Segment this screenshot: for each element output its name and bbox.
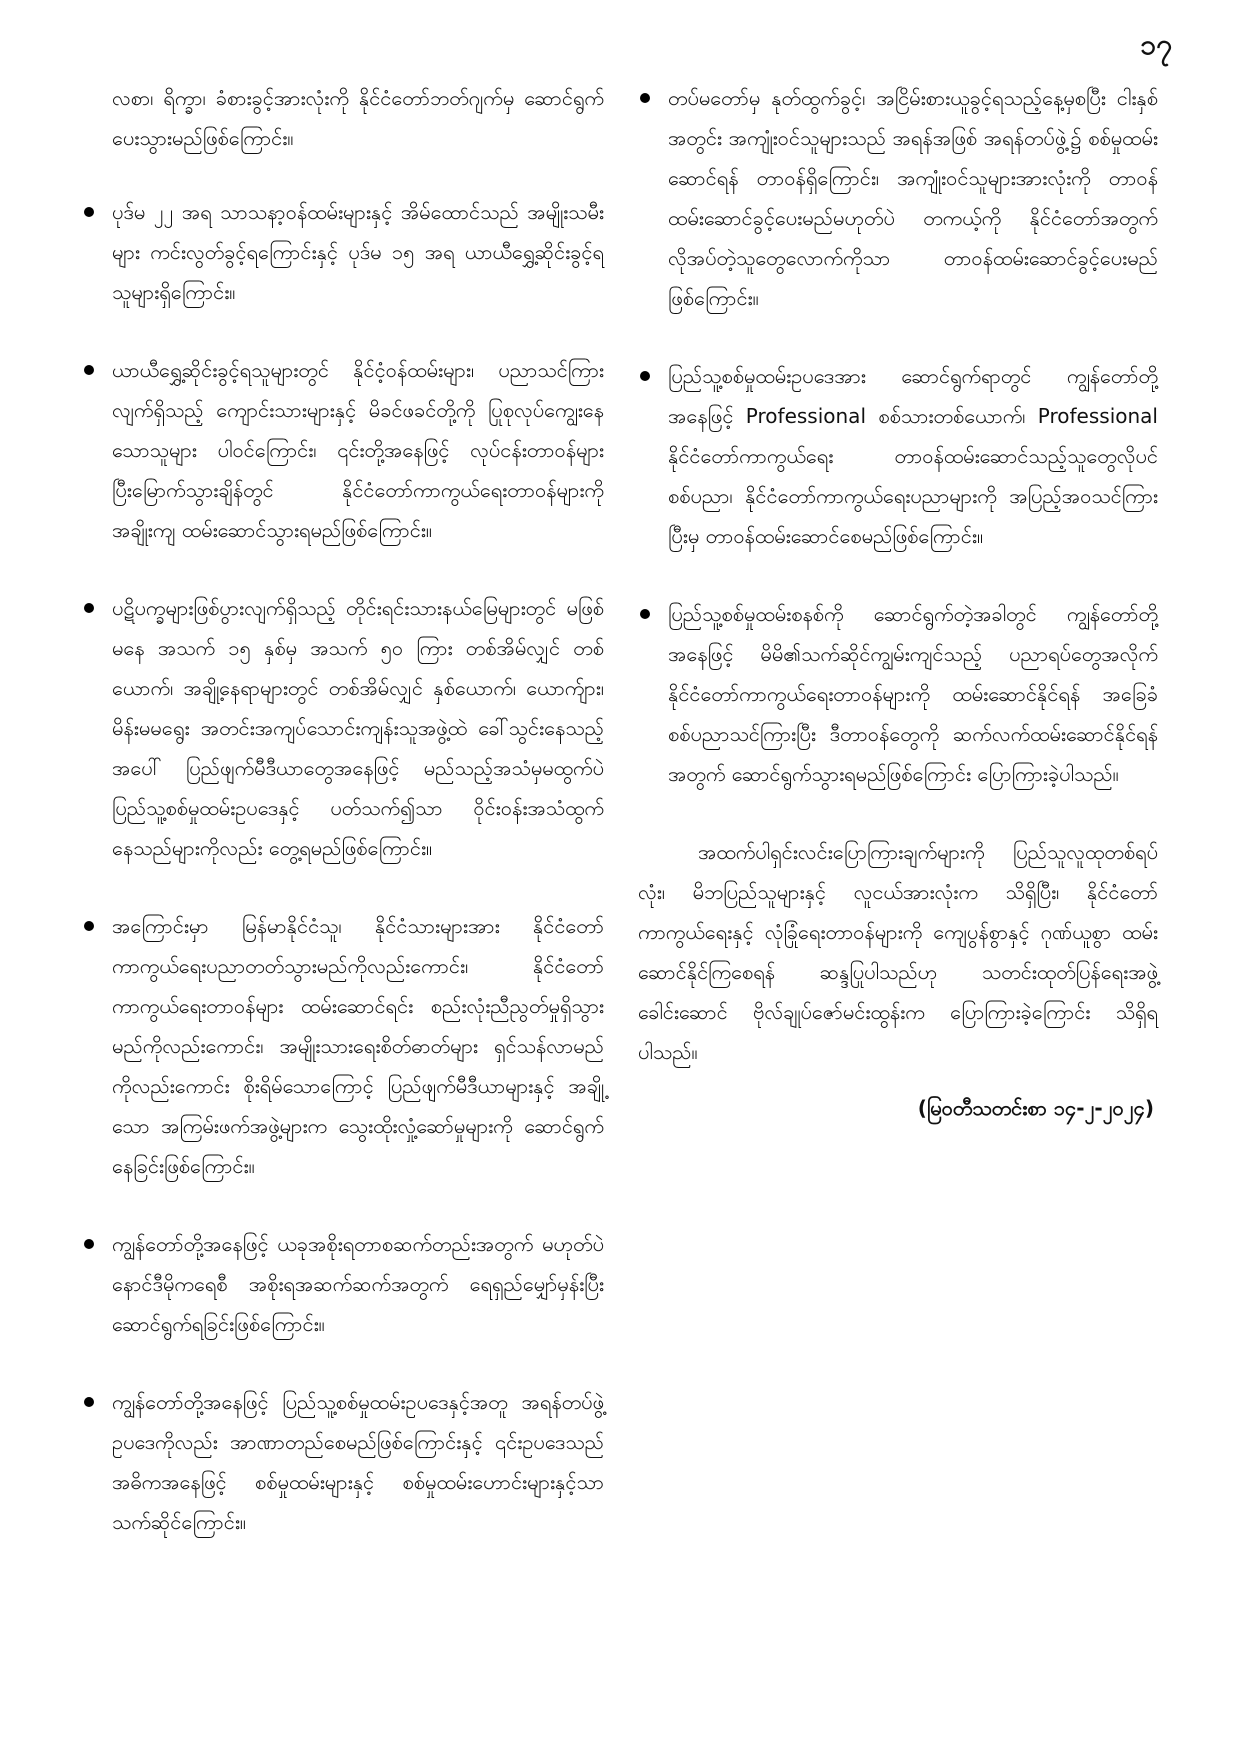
bullet-dot-icon — [640, 93, 650, 103]
bullet-dot-icon — [84, 1397, 94, 1407]
bullet-dot-icon — [84, 365, 94, 375]
bullet-item — [82, 192, 604, 312]
bullet-item — [82, 1224, 604, 1344]
bullet-text: ပြည်သူ့စစ်မှုထမ်းစနစ်ကို ဆောင်ရွက်တဲ့အခါတွင် ကျွန်တော်တို့အနေဖြင့် မိမိ၏သက်ဆိုင်ကျွမ်းကျင်သည့် ပညာရပ်တွေအလိုက် နိုင်ငံတော်ကာကွယ်ရေးတာဝန်များကို ထမ်းဆောင်နိုင်ရန် အခြေခံစစ်ပညာသင်ကြားပြီး ဒီတာဝန်တွေကို ဆက်လက်ထမ်းဆောင်နိုင်ရန်အတွက် ဆောင်ရွက်သွားရမည်ဖြစ်ကြောင်း ပြောကြားခဲ့ပါသည်။ — [668, 602, 1158, 786]
bullet-item — [82, 906, 604, 1186]
bullet-text: တပ်မတော်မှ နုတ်ထွက်ခွင့်၊ အငြိမ်းစားယူခွင့်ရသည့်နေ့မှစပြီး ငါးနှစ်အတွင်း အကျုံးဝင်သူများသည် အရန်အဖြစ် အရန်တပ်ဖွဲ့၌ စစ်မှုထမ်းဆောင်ရန် တာဝန်ရှိကြောင်း၊ အကျုံးဝင်သူများအားလုံးကို တာဝန်ထမ်းဆောင်ခွင့်ပေးမည်မဟုတ်ပဲ တကယ့်ကို နိုင်ငံတော်အတွက် လိုအပ်တဲ့သူတွေလောက်ကိုသာ တာဝန်ထမ်းဆောင်ခွင့်ပေးမည်ဖြစ်ကြောင်း။ — [668, 86, 1158, 310]
bullet-dot-icon — [84, 207, 94, 217]
right-column — [638, 78, 1158, 1694]
bullet-dot-icon — [640, 371, 650, 381]
bullet-dot-icon — [84, 603, 94, 613]
source-citation: (မြဝတီသတင်းစာ ၁၄-၂-၂၀၂၄) — [917, 1096, 1154, 1120]
bullet-item — [638, 594, 1158, 794]
right-bullet-list — [638, 78, 1158, 794]
bullet-item — [638, 356, 1158, 556]
bullet-dot-icon — [84, 1239, 94, 1249]
page-number: ၁၇ — [1140, 28, 1172, 61]
left-column — [82, 78, 604, 1694]
bullet-text: ပုဒ်မ ၂၂ အရ သာသနာ့ဝန်ထမ်းများနှင့် အိမ်ထောင်သည် အမျိုးသမီးများ ကင်းလွတ်ခွင့်ရကြောင်းနှင့် ပုဒ်မ ၁၅ အရ ယာယီရွှေ့ဆိုင်းခွင့်ရသူများရှိကြောင်း။ — [112, 200, 604, 304]
bullet-dot-icon — [84, 921, 94, 931]
bullet-item — [82, 350, 604, 550]
bullet-item — [82, 1382, 604, 1542]
bullet-text: ကျွန်တော်တို့အနေဖြင့် ပြည်သူ့စစ်မှုထမ်းဥပဒေနှင့်အတူ အရန်တပ်ဖွဲ့ဥပဒေကိုလည်း အာဏာတည်စေမည်ဖြစ်ကြောင်းနှင့် ၎င်းဥပဒေသည် အဓိကအနေဖြင့် စစ်မှုထမ်းများနှင့် စစ်မှုထမ်းဟောင်းများနှင့်သာ သက်ဆိုင်ကြောင်း။ — [112, 1390, 604, 1534]
closing-paragraph: အထက်ပါရှင်းလင်းပြောကြားချက်များကို ပြည်သူလူထုတစ်ရပ်လုံး၊ မိဘပြည်သူများနှင့် လူငယ်အားလုံးက သိရှိပြီး၊ နိုင်ငံတော်ကာကွယ်ရေးနှင့် လုံခြုံရေးတာဝန်များကို ကျေပွန်စွာနှင့် ဂုဏ်ယူစွာ ထမ်းဆောင်နိုင်ကြစေရန် ဆန္ဒပြုပါသည်ဟု သတင်းထုတ်ပြန်ရေးအဖွဲ့ခေါင်းဆောင် ဗိုလ်ချုပ်ဇော်မင်းထွန်းက ပြောကြားခဲ့ကြောင်း သိရှိရပါသည်။ — [638, 840, 1158, 1064]
bullet-text: ကျွန်တော်တို့အနေဖြင့် ယခုအစိုးရတာစဆက်တည်းအတွက် မဟုတ်ပဲ နောင်ဒီမိုကရေစီ အစိုးရအဆက်ဆက်အတွက် ရေရှည်မျှော်မှန်းပြီး ဆောင်ရွက်ရခြင်းဖြစ်ကြောင်း။ — [112, 1232, 604, 1336]
bullet-text: ပြည်သူ့စစ်မှုထမ်းဥပဒေအား ဆောင်ရွက်ရာတွင် ကျွန်တော်တို့အနေဖြင့် Professional စစ်သားတစ်ယောက်၊ Professional နိုင်ငံတော်ကာကွယ်ရေး တာဝန်ထမ်းဆောင်သည့်သူတွေလိုပင် စစ်ပညာ၊ နိုင်ငံတော်ကာကွယ်ရေးပညာများကို အပြည့်အဝသင်ကြားပြီးမှ တာဝန်ထမ်းဆောင်စေမည်ဖြစ်ကြောင်း။ — [668, 364, 1158, 548]
bullet-text: ပဋိပက္ခများဖြစ်ပွားလျက်ရှိသည့် တိုင်းရင်းသားနယ်မြေများတွင် မဖြစ်မနေ အသက် ၁၅ နှစ်မှ အသက် ၅၀ ကြား တစ်အိမ်လျှင် တစ်ယောက်၊ အချို့နေရာများတွင် တစ်အိမ်လျှင် နှစ်ယောက်၊ ယောက်ျား၊ မိန်းမမရွေး အတင်းအကျပ်သောင်းကျန်းသူအဖွဲ့ထဲ ခေါ်သွင်းနေသည့်အပေါ် ပြည်ဖျက်မီဒီယာတွေအနေဖြင့် မည်သည့်အသံမှမထွက်ပဲ ပြည်သူ့စစ်မှုထမ်းဥပဒေနှင့် ပတ်သက်၍သာ ဝိုင်းဝန်းအသံထွက်နေသည်များကိုလည်း တွေ့ရမည်ဖြစ်ကြောင်း။ — [112, 596, 604, 860]
bullet-text: အကြောင်းမှာ မြန်မာနိုင်ငံသူ၊ နိုင်ငံသားများအား နိုင်ငံတော်ကာကွယ်ရေးပညာတတ်သွားမည်ကိုလည်းကောင်း၊ နိုင်ငံတော်ကာကွယ်ရေးတာဝန်များ ထမ်းဆောင်ရင်း စည်းလုံးညီညွတ်မှုရှိသွားမည်ကိုလည်းကောင်း၊ အမျိုးသားရေးစိတ်ဓာတ်များ ရှင်သန်လာမည်ကိုလည်းကောင်း စိုးရိမ်သောကြောင့် ပြည်ဖျက်မီဒီယာများနှင့် အချို့သော အကြမ်းဖက်အဖွဲ့များက သွေးထိုးလှုံ့ဆော်မှုများကို ဆောင်ရွက်နေခြင်းဖြစ်ကြောင်း။ — [112, 914, 604, 1178]
bullet-item — [82, 588, 604, 868]
left-bullet-list — [82, 192, 604, 1542]
bullet-item — [638, 78, 1158, 318]
bullet-dot-icon — [640, 609, 650, 619]
continuation-paragraph: လစာ၊ ရိက္ခာ၊ ခံစားခွင့်အားလုံးကို နိုင်ငံတော်ဘတ်ဂျက်မှ ဆောင်ရွက်ပေးသွားမည်ဖြစ်ကြောင်း။ — [112, 86, 604, 150]
two-column-body — [82, 78, 1158, 1694]
bullet-text: ယာယီရွှေ့ဆိုင်းခွင့်ရသူများတွင် နိုင်ငံ့ဝန်ထမ်းများ၊ ပညာသင်ကြားလျက်ရှိသည့် ကျောင်းသားများနှင့် မိခင်ဖခင်တို့ကို ပြုစုလုပ်ကျွေးနေသောသူများ ပါဝင်ကြောင်း၊ ၎င်းတို့အနေဖြင့် လုပ်ငန်းတာဝန်များ ပြီးမြောက်သွားချိန်တွင် နိုင်ငံတော်ကာကွယ်ရေးတာဝန်များကို အချိုးကျ ထမ်းဆောင်သွားရမည်ဖြစ်ကြောင်း။ — [112, 358, 604, 542]
